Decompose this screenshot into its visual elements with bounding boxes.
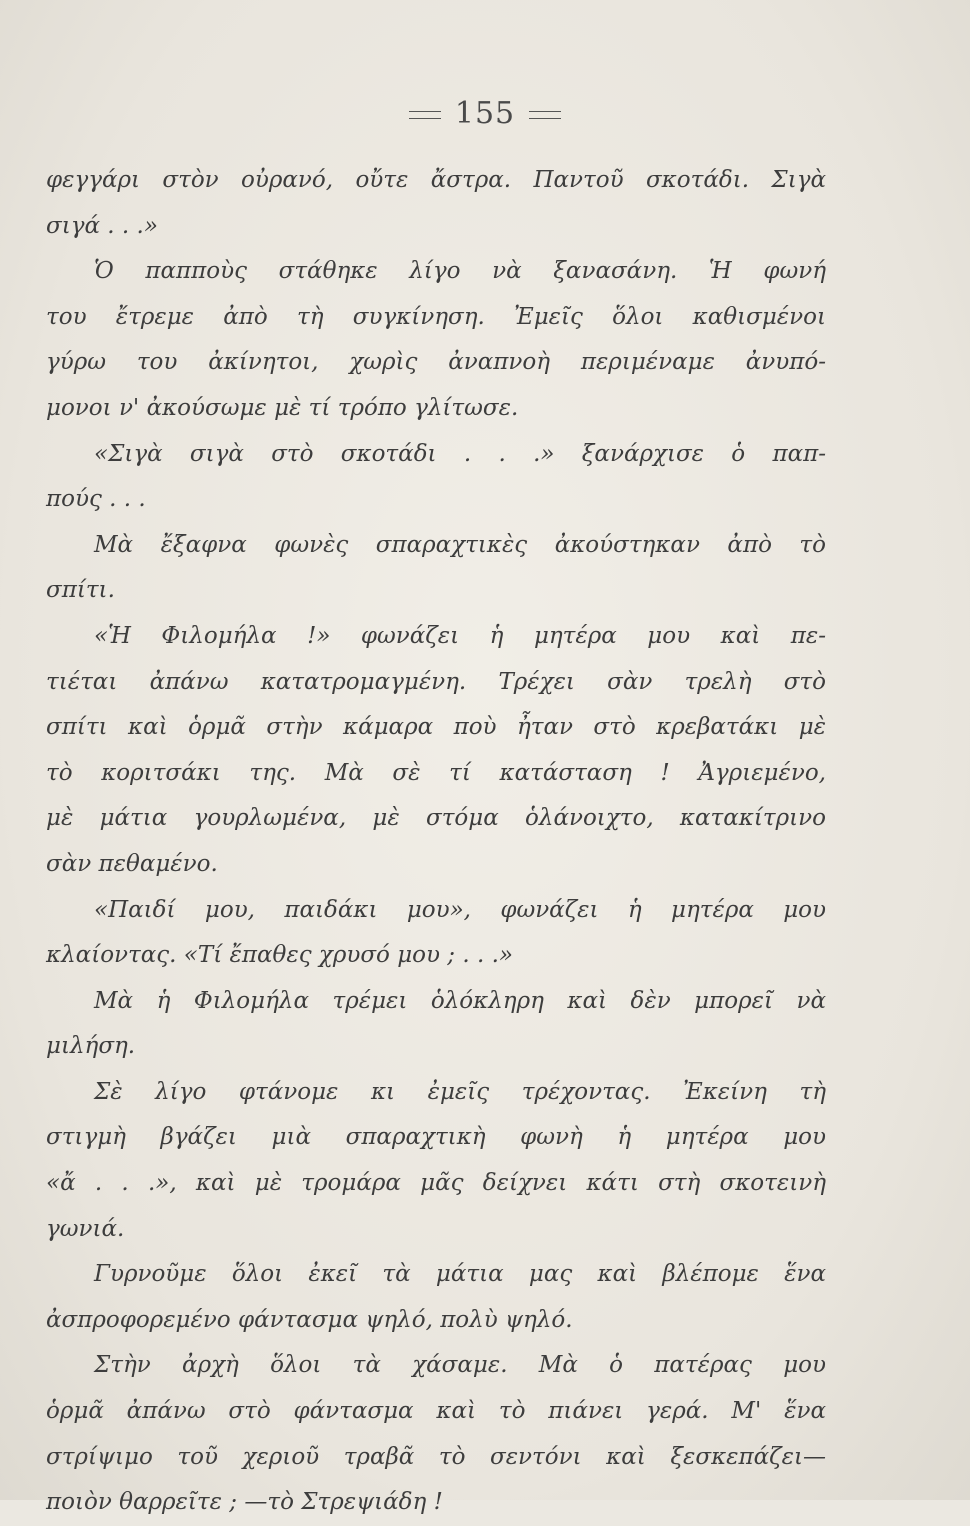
text-line: τιέται ἀπάνω κατατρομαγμένη. Τρέχει σὰν τρελὴ στὸ [46,668,826,695]
text-line: στιγμὴ βγάζει μιὰ σπαραχτικὴ φωνὴ ἡ μητέρα μου [46,1124,826,1151]
text-line: σπίτι καὶ ὁρμᾶ στὴν κάμαρα ποὺ ἦταν στὸ κρεβατάκι μὲ [46,714,826,741]
page-number-header [0,96,970,131]
text-line: Γυρνοῦμε ὅλοι ἐκεῖ τὰ μάτια μας καὶ βλέπομε ἕνα [94,1261,826,1288]
text-line: κλαίοντας. «Τί ἔπαθες χρυσό μου ; . . .» [46,942,513,969]
text-line: σιγά . . .» [46,212,158,239]
text-line: μιλήση. [46,1033,136,1060]
text-line: φεγγάρι στὸν οὐρανό, οὔτε ἄστρα. Παντοῦ σκοτάδι. Σιγὰ [46,167,826,193]
text-line: Στὴν ἀρχὴ ὅλοι τὰ χάσαμε. Μὰ ὁ πατέρας μου [94,1352,826,1379]
text-line: σπίτι. [46,577,115,604]
text-line: σὰν πεθαμένο. [46,850,218,877]
text-line: ποιὸν θαρρεῖτε ; —τὸ Στρεψιάδη ! [46,1489,443,1516]
text-line: Ὁ παπποὺς στάθηκε λίγο νὰ ξανασάνη. Ἡ φωνή [94,258,826,285]
text-line: Μὰ ἡ Φιλομήλα τρέμει ὁλόκληρη καὶ δὲν μπορεῖ νὰ [94,987,826,1014]
text-line: ὁρμᾶ ἀπάνω στὸ φάντασμα καὶ τὸ πιάνει γερά. Μ' ἕνα [46,1398,826,1425]
text-line: γύρω του ἀκίνητοι, χωρὶς ἀναπνοὴ περιμέναμε ἀνυπό- [46,349,826,376]
text-line: «Σιγὰ σιγὰ στὸ σκοτάδι . . .» ξανάρχισε ὁ παπ- [94,440,826,467]
page-number: 155 [454,96,516,131]
text-line: Μὰ ἔξαφνα φωνὲς σπαραχτικὲς ἀκούστηκαν ἀπὸ τὸ [94,531,826,558]
text-line: πούς . . . [46,486,146,513]
text-line: στρίψιμο τοῦ χεριοῦ τραβᾶ τὸ σεντόνι καὶ ξεσκεπάζει— [46,1443,826,1470]
text-line: του ἔτρεμε ἀπὸ τὴ συγκίνηση. Ἐμεῖς ὅλοι καθισμένοι [46,303,826,330]
left-ornament-rule [409,111,441,119]
text-line: Σὲ λίγο φτάνομε κι ἐμεῖς τρέχοντας. Ἐκείνη τὴ [94,1078,826,1105]
text-line: τὸ κοριτσάκι της. Μὰ σὲ τί κατάσταση ! Ἀγριεμένο, [46,759,826,786]
body-text [46,158,826,1526]
text-line: «Ἡ Φιλομήλα !» φωνάζει ἡ μητέρα μου καὶ πε- [94,622,826,649]
text-line: ἀσπροφορεμένο φάντασμα ψηλό, πολὺ ψηλό. [46,1306,573,1333]
text-line: μονοι ν' ἀκούσωμε μὲ τί τρόπο γλίτωσε. [46,394,519,421]
text-line: «Παιδί μου, παιδάκι μου», φωνάζει ἡ μητέρα μου [94,896,826,923]
text-line: μὲ μάτια γουρλωμένα, μὲ στόμα ὁλάνοιχτο, κατακίτρινο [46,805,826,832]
text-line: γωνιά. [46,1215,125,1242]
text-line: «ἄ . . .», καὶ μὲ τρομάρα μᾶς δείχνει κάτι στὴ σκοτεινὴ [46,1170,826,1197]
right-ornament-rule [529,111,561,119]
